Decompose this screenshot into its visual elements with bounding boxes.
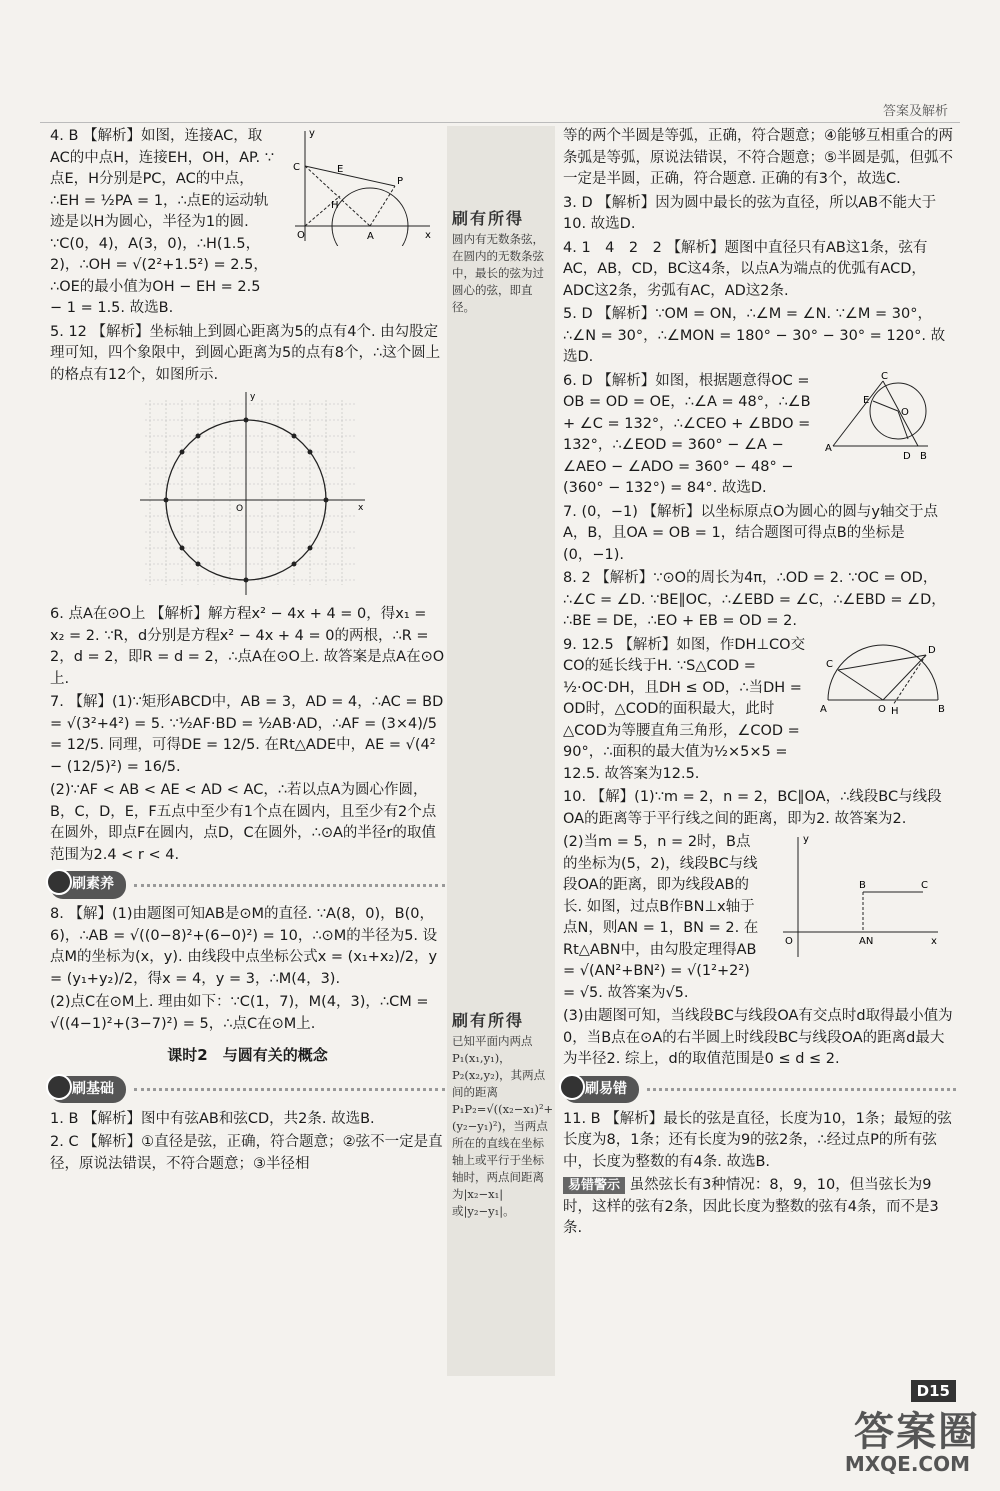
svg-text:B: B	[938, 703, 945, 715]
q10-part2: (2)当m = 5，n = 2时，B点的坐标为(5，2)，线段BC与线段OA的距离，即为线段AB的长. 如图，过点B作BN⊥x轴于点N，则AN = 1，BN = 2. 在Rt△ABN中，由勾股定理得AB = √(AN²+BN²) = √(1²+2²) = √5. 故答案为√5.	[563, 834, 759, 1001]
q9-text: 9. 12.5 【解析】如图，作DH⊥CO交CO的延长线于H. ∵S△COD = ½·OC·DH，且DH ≤ OD，∴当DH = OD时，△COD的面积最大，此时△COD为等腰直角三角形，∠COD = 90°，∴面积的最大值为½×5×5 = 12.5. 故答案为12.5.	[563, 636, 806, 782]
svg-text:x: x	[425, 230, 431, 241]
section-header-yicuo	[563, 1077, 956, 1103]
q10-part3: (3)由题图可知，当线段BC与线段OA有交点时d取得最小值为0，当B点在⊙A的右半圆上时线段BC与线段OA的距离d最大为半径2. 综上，d的取值范围是0 ≤ d ≤ 2.	[563, 1008, 953, 1067]
side-note-text: 已知平面内两点P₁(x₁,y₁)，P₂(x₂,y₂)，其两点间的距离P₁P₂=√((x₂−x₁)²+(y₂−y₁)²)，当两点所在的直线在坐标轴上或平行于坐标轴时，两点间距离为|x₂−x₁|或|y₂−y₁|。	[452, 1034, 554, 1218]
side-note-text: 圆内有无数条弦，在圆内的无数条弦中，最长的弦为过圆心的弦，即直径。	[452, 232, 544, 314]
side-note-title: 刷有所得	[452, 1011, 525, 1030]
warning-label: 易错警示	[563, 1177, 625, 1194]
q6-figure	[823, 371, 943, 471]
side-note-1	[452, 210, 552, 316]
q4-block	[50, 126, 445, 322]
warning-text: 虽然弦长有3种情况：8，9，10，但当弦长为9时，这样的弦有2条，因此长度为整数的弦有4条，而不是3条.	[563, 1177, 939, 1236]
svg-text:AN: AN	[859, 936, 874, 947]
svg-text:D: D	[928, 644, 936, 656]
svg-text:C: C	[921, 880, 928, 891]
svg-text:H: H	[891, 705, 899, 715]
q6-block	[563, 371, 956, 502]
watermark-logo: 答案圈	[854, 1409, 980, 1455]
q4-figure	[285, 126, 435, 246]
svg-text:A: A	[825, 442, 832, 454]
page-number: D15	[911, 1380, 956, 1402]
q7-text: 7. (0，−1) 【解析】以坐标原点O为圆心的圆与y轴交于点A，B，且OA = OB = 1，结合题图可得点B的坐标是(0，−1).	[563, 503, 938, 563]
warning-note	[563, 1175, 956, 1240]
left-column	[50, 126, 445, 1177]
q7-part2: (2)∵AF < AB < AE < AD < AC，∴若以点A为圆心作圆，B，C，D，E，F五点中至少有1个点在圆内，且至少有2个点在圆外，即点F在圆内，点D，C在圆外，∴⊙A的半径r的取值范围为2.4 < r < 4.	[50, 782, 437, 863]
q10-block	[563, 832, 956, 1006]
svg-text:O: O	[901, 406, 909, 418]
svg-text:y: y	[803, 834, 809, 845]
svg-text:O: O	[878, 703, 886, 715]
svg-text:P: P	[397, 176, 404, 187]
q5-text: 5. 12 【解析】坐标轴上到圆心距离为5的点有4个. 由勾股定理可知，四个象限中，到圆心距离为5的点有8个，∴这个圆上的格点有12个，如图所示.	[50, 323, 441, 383]
section-badge: 刷素养	[50, 871, 126, 899]
svg-text:C: C	[293, 162, 300, 173]
svg-text:x: x	[358, 503, 364, 513]
q2-continued: 等的两个半圆是等弧，正确，符合题意；④能够互相重合的两条弧是等弧，原说法错误，不符合题意；⑤半圆是弧，但弧不一定是半圆，正确，符合题意. 正确的有3个，故选C.	[563, 128, 953, 187]
svg-text:B: B	[859, 880, 866, 891]
svg-text:A: A	[367, 231, 374, 242]
q6-text: 6. 点A在⊙O上 【解析】解方程x² − 4x + 4 = 0，得x₁ = x₂ = 2. ∵R，d分别是方程x² − 4x + 4 = 0的两根，∴R = 2，d = 2，即R = d = 2，∴点A在⊙O上. 故答案是点A在⊙O上.	[50, 606, 445, 687]
header-title: 答案及解析	[882, 104, 948, 119]
q2-text: 2. C 【解析】①直径是弦，正确，符合题意；②弦不一定是直径，原说法错误，不符合题意；③半径相	[50, 1134, 443, 1172]
q5-grid-figure	[140, 390, 370, 600]
svg-text:y: y	[250, 392, 256, 402]
q10-figure	[763, 832, 943, 962]
lesson-title: 课时2 与圆有关的概念	[167, 1046, 328, 1064]
q4-text: 4. 1 4 2 2 【解析】题图中直径只有AB这1条，弦有AC，AB，CD，BC这4条，以点A为端点的优弧有ACD，ADC这2条，劣弧有AC，AD这2条.	[563, 239, 928, 299]
q8-part2: (2)点C在⊙M上. 理由如下：∵C(1，7)，M(4，3)，∴CM = √((4−1)²+(3−7)²) = 5，∴点C在⊙M上.	[50, 994, 429, 1032]
q8-text: 8. 2 【解析】∵⊙O的周长为4π，∴OD = 2. ∵OC = OD，∴∠C = ∠D. ∵BE∥OC，∴∠EBD = ∠C，∴∠EBD = ∠D，∴BE = DE，∴EO + EB = OD = 2.	[563, 570, 946, 629]
svg-text:D: D	[903, 450, 911, 462]
q11-text: 11. B 【解析】最长的弦是直径，长度为10，1条；最短的弦长度为8，1条；还有长度为9的弦2条，∴经过点P的所有弦中，长度为整数的有4条. 故选B.	[563, 1110, 952, 1170]
svg-text:O: O	[236, 504, 244, 514]
svg-text:C: C	[826, 658, 833, 670]
section-header-jichu	[50, 1077, 445, 1103]
section-header-suyang	[50, 872, 445, 898]
svg-text:y: y	[309, 128, 315, 139]
svg-text:E: E	[863, 394, 870, 406]
q5-text: 5. D 【解析】∵OM = ON，∴∠M = ∠N. ∵∠M = 30°，∴∠N = 30°，∴∠MON = 180° − 30° − 30° = 120°. 故选D.	[563, 306, 946, 365]
side-note-2	[452, 1012, 552, 1220]
header-rule	[40, 122, 960, 123]
svg-text:O: O	[297, 230, 305, 241]
svg-text:O: O	[785, 936, 793, 947]
svg-text:H: H	[331, 200, 339, 211]
section-divider	[134, 1088, 445, 1091]
section-badge: 刷易错	[563, 1076, 639, 1104]
q9-block	[563, 635, 956, 788]
svg-text:C: C	[881, 370, 888, 382]
svg-text:B: B	[920, 450, 927, 462]
right-column	[563, 126, 956, 1242]
q4-text: 4. B 【解析】如图，连接AC，取AC的中点H，连接EH，OH，AP. ∵点E，H分别是PC，AC的中点，∴EH = ½PA = 1，∴点E的运动轨迹是以H为圆心，半径为1的圆. ∵C(0，4)，A(3，0)，∴H(1.5，2)，∴OH = √(2²+1.5²) = 2.5，∴OE的最小值为OH − EH = 2.5 − 1 = 1.5. 故选B.	[50, 128, 274, 316]
q3-text: 3. D 【解析】因为圆中最长的弦为直径，所以AB不能大于10. 故选D.	[563, 194, 937, 232]
watermark-url: MXQE.COM	[844, 1452, 970, 1476]
svg-text:A: A	[820, 703, 827, 715]
side-note-title: 刷有所得	[452, 209, 525, 228]
section-badge: 刷基础	[50, 1076, 126, 1104]
svg-text:E: E	[337, 164, 344, 175]
q10-part1: 10. 【解】(1)∵m = 2，n = 2，BC∥OA，∴线段BC与线段OA的距离等于平行线之间的距离，即为2. 故答案为2.	[563, 789, 942, 827]
q1-text: 1. B 【解析】图中有弦AB和弦CD，共2条. 故选B.	[50, 1110, 375, 1127]
q9-figure	[818, 635, 948, 715]
svg-text:x: x	[931, 936, 937, 947]
section-divider	[647, 1088, 956, 1091]
q8-part1: 8. 【解】(1)由题图可知AB是⊙M的直径. ∵A(8，0)，B(0，6)，∴AB = √((0−8)²+(6−0)²) = 10，∴⊙M的半径为5. 设点M的坐标为(x，y). 由线段中点坐标公式x = (x₁+x₂)/2，y = (y₁+y₂)/2，得x = 4，y = 3，∴M(4，3).	[50, 906, 438, 987]
section-divider	[134, 884, 445, 887]
q6-text: 6. D 【解析】如图，根据题意得OC = OB = OD = OE，∴∠A = 48°，∴∠B + ∠C = 132°，∴∠CEO + ∠BDO = 132°，∴∠EOD = 360° − ∠A − ∠AEO − ∠ADO = 360° − 48° − (360° − 132°) = 84°. 故选D.	[563, 372, 811, 496]
q7-part1: 7. 【解】(1)∵矩形ABCD中，AB = 3，AD = 4，∴AC = BD = √(3²+4²) = 5. ∵½AF·BD = ½AB·AD，∴AF = (3×4)/5 = 12/5. 同理，可得DE = 12/5. 在Rt△ADE中，AE = √(4² − (12/5)²) = 16/5.	[50, 694, 444, 775]
